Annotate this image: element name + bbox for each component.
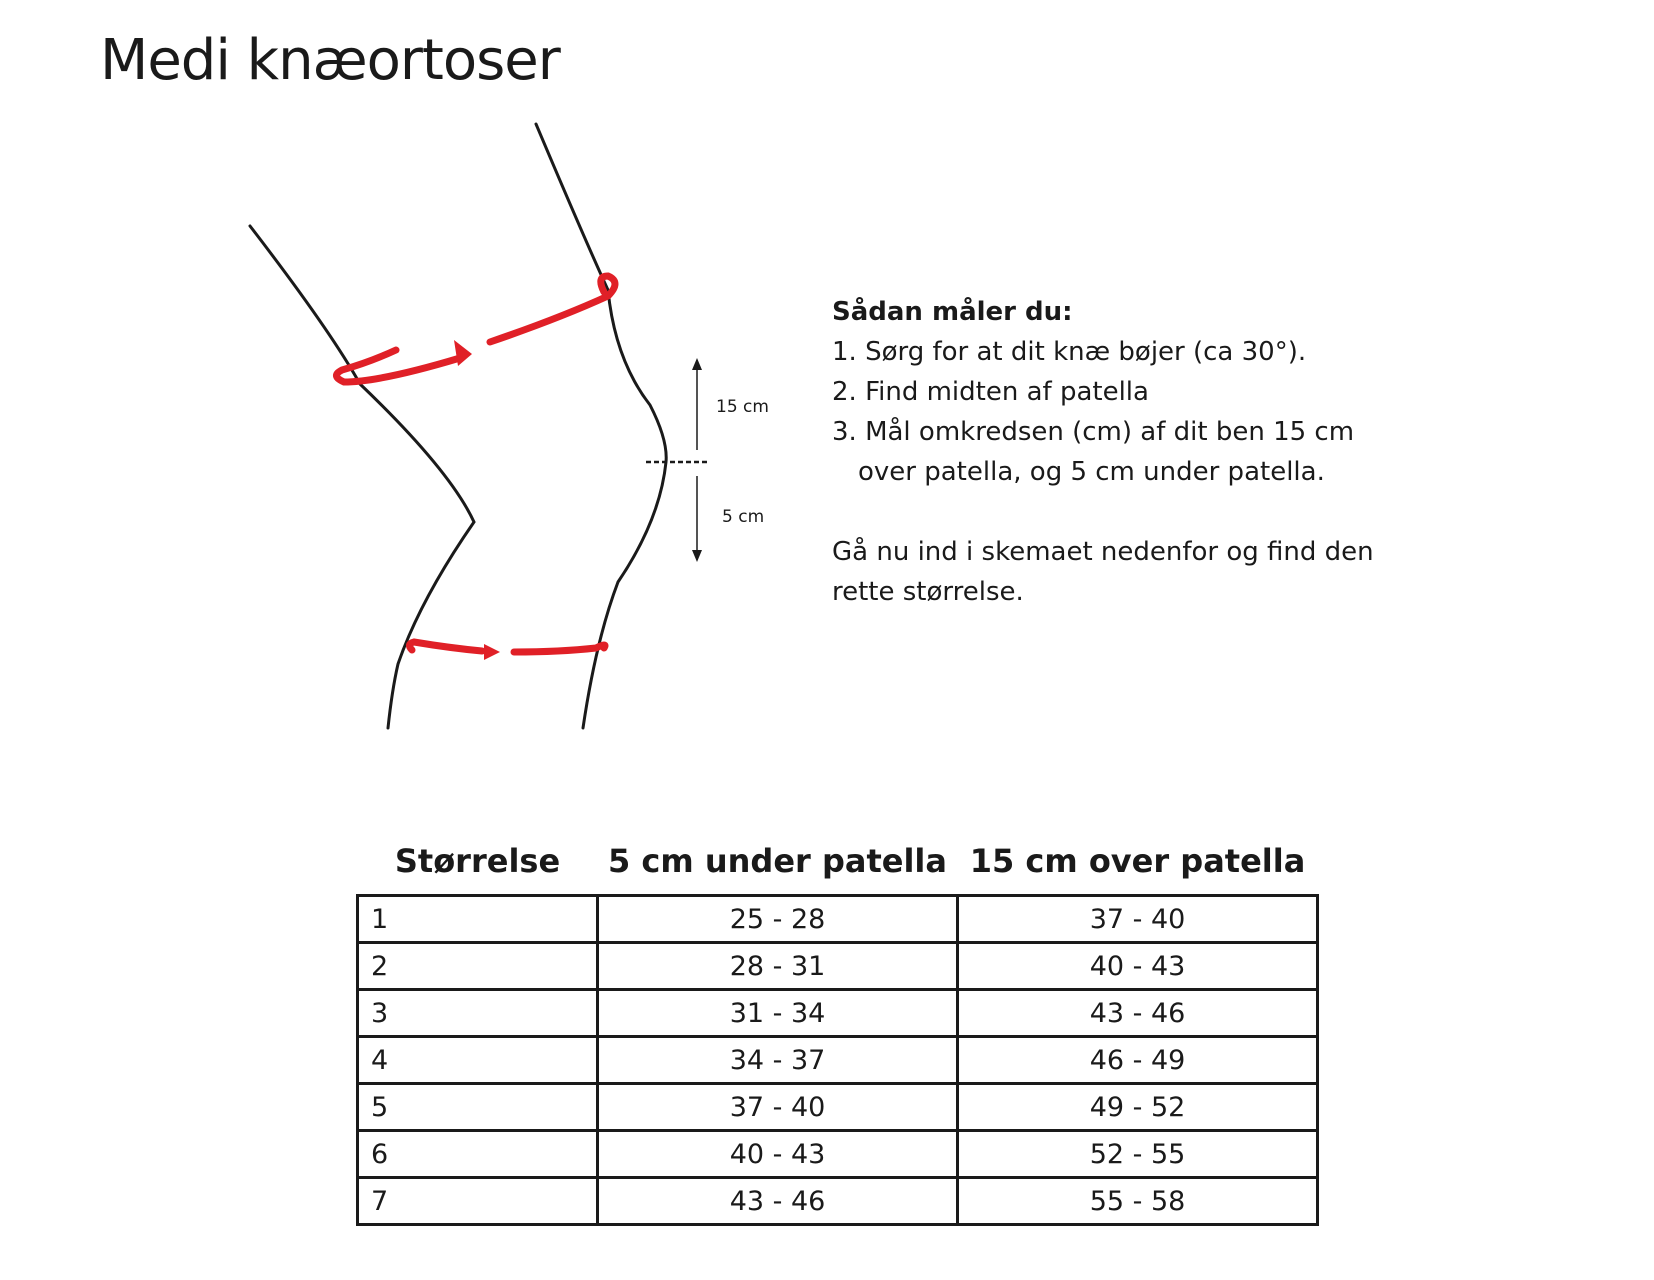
instruction-step-3-continued: over patella, og 5 cm under patella. (858, 457, 1325, 487)
column-header-over: 15 cm over patella (969, 842, 1306, 880)
table-row (358, 896, 1318, 943)
patella-dimension-line (646, 366, 708, 552)
leg-front-outline (536, 124, 666, 728)
under-patella-cell: 37 - 40 (598, 1084, 958, 1131)
over-patella-cell: 37 - 40 (958, 896, 1318, 943)
column-header-under: 5 cm under patella (608, 842, 947, 880)
label-15cm: 15 cm (716, 397, 769, 417)
size-cell: 5 (358, 1084, 598, 1131)
over-patella-cell: 55 - 58 (958, 1178, 1318, 1225)
over-patella-cell: 43 - 46 (958, 990, 1318, 1037)
under-patella-cell: 25 - 28 (598, 896, 958, 943)
over-patella-cell: 40 - 43 (958, 943, 1318, 990)
size-cell: 1 (358, 896, 598, 943)
size-cell: 3 (358, 990, 598, 1037)
upper-measuring-tape (336, 276, 615, 382)
lower-measuring-tape (409, 642, 605, 652)
table-row (358, 990, 1318, 1037)
label-5cm: 5 cm (722, 507, 765, 527)
instruction-step-2: 2. Find midten af patella (832, 377, 1149, 407)
size-table (356, 816, 1319, 1226)
column-header-size: Størrelse (394, 842, 561, 880)
over-patella-cell: 49 - 52 (958, 1084, 1318, 1131)
dimension-arrow-down-icon (692, 550, 702, 562)
size-cell: 4 (358, 1037, 598, 1084)
under-patella-cell: 34 - 37 (598, 1037, 958, 1084)
size-cell: 7 (358, 1178, 598, 1225)
over-patella-cell: 46 - 49 (958, 1037, 1318, 1084)
page-title: Medi knæortoser (100, 28, 560, 93)
under-patella-cell: 40 - 43 (598, 1131, 958, 1178)
table-row (358, 1131, 1318, 1178)
dimension-arrow-up-icon (692, 358, 702, 370)
table-row (358, 1084, 1318, 1131)
measuring-instructions (832, 292, 1432, 612)
under-patella-cell: 43 - 46 (598, 1178, 958, 1225)
over-patella-cell: 52 - 55 (958, 1131, 1318, 1178)
size-table-container (356, 816, 1319, 1226)
instructions-heading: Sådan måler du: (832, 297, 1073, 327)
lower-tape-arrowhead (484, 644, 500, 660)
instruction-note-continued: rette størrelse. (832, 577, 1024, 607)
table-row (358, 1037, 1318, 1084)
table-row (358, 943, 1318, 990)
under-patella-cell: 28 - 31 (598, 943, 958, 990)
size-cell: 6 (358, 1131, 598, 1178)
table-row (358, 1178, 1318, 1225)
instruction-step-3: 3. Mål omkredsen (cm) af dit ben 15 cm (832, 417, 1355, 447)
under-patella-cell: 31 - 34 (598, 990, 958, 1037)
instruction-step-1: 1. Sørg for at dit knæ bøjer (ca 30°). (832, 337, 1307, 367)
table-header-row (358, 816, 1318, 896)
leg-back-outline (250, 226, 474, 728)
instruction-note: Gå nu ind i skemaet nedenfor og find den (832, 537, 1374, 567)
size-cell: 2 (358, 943, 598, 990)
